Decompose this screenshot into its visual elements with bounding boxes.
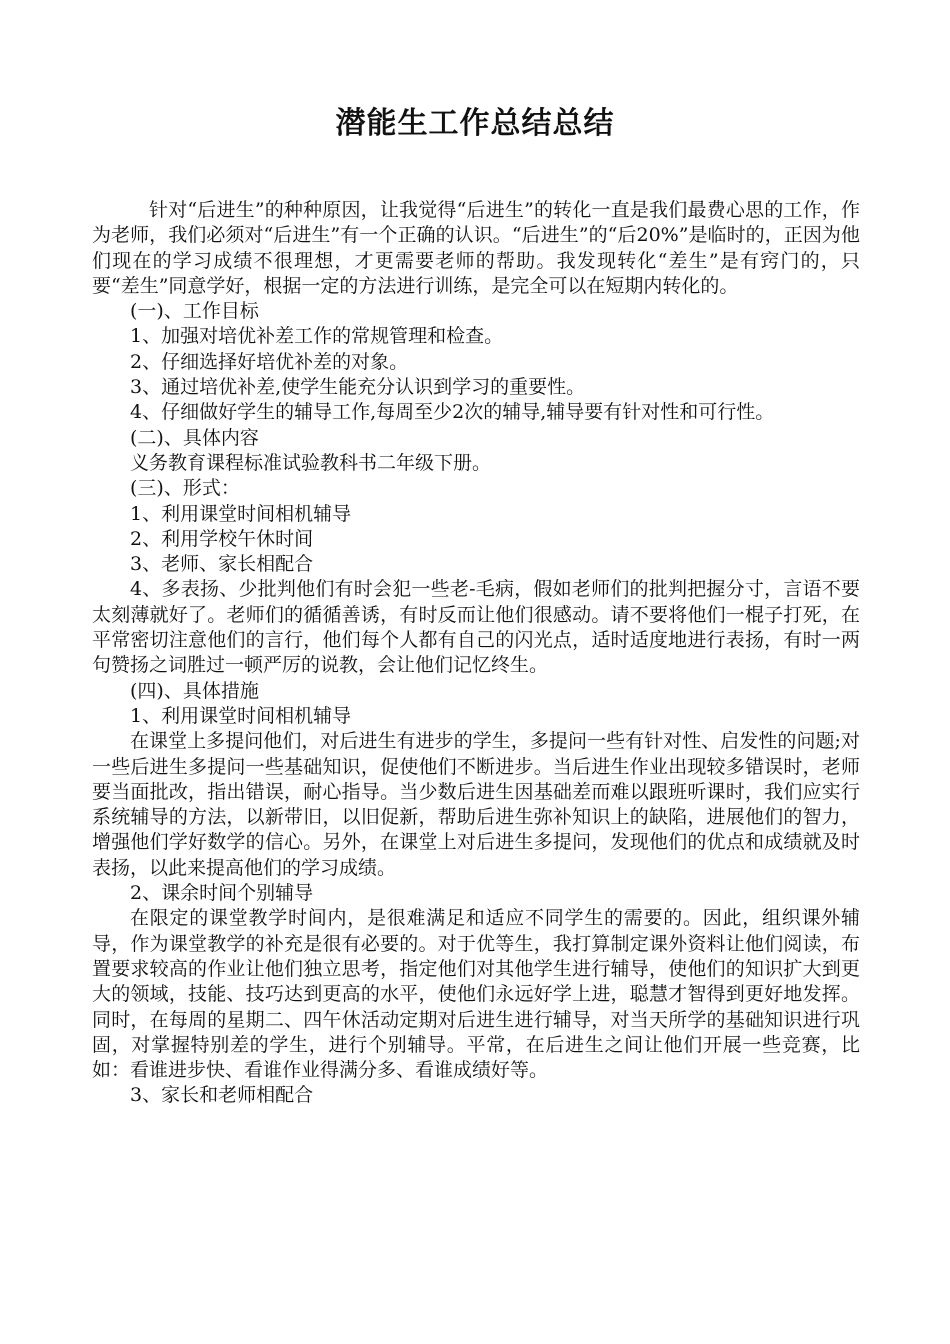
section-heading-measures: (四)、具体措施: [130, 679, 259, 702]
content-paragraph: 义务教育课程标准试验教科书二年级下册。: [130, 451, 492, 474]
goal-item-3: 3、通过培优补差,使学生能充分认识到学习的重要性。: [130, 376, 586, 399]
form-item-1: 1、利用课堂时间相机辅导: [130, 502, 352, 525]
goal-item-2: 2、仔细选择好培优补差的对象。: [130, 350, 409, 373]
section-heading-forms: (三)、形式：: [130, 477, 240, 500]
goal-item-1: 1、加强对培优补差工作的常规管理和检查。: [130, 325, 504, 348]
section-heading-content: (二)、具体内容: [130, 426, 259, 449]
measure-paragraph-2: 在限定的课堂教学时间内，是很难满足和适应不同学生的需要的。因此，组织课外辅导，作为课堂教学的补充是很有必要的。对于优等生，我打算制定课外资料让他们阅读，布置要求较高的作业让他们独立思考，指定他们对其他学生进行辅导，使他们的知识扩大到更大的领域，技能、技巧达到更高的水平，使他们永远好学上进，聪慧才智得到更好地发挥。同时，在每周的星期二、四午休活动定期对后进生进行辅导，对当天所学的基础知识进行巩固，对掌握特别差的学生，进行个别辅导。平常，在后进生之间让他们开展一些竞赛，比如：看谁进步快、看谁作业得满分多、看谁成绩好等。: [92, 907, 860, 1082]
form-item-3: 3、老师、家长相配合: [130, 553, 314, 576]
measure-heading-3: 3、家长和老师相配合: [130, 1084, 314, 1107]
intro-paragraph: 针对“后进生”的种种原因，让我觉得“后进生”的转化一直是我们最费心思的工作，作为老师，我们必须对“后进生”有一个正确的认识。“后进生”的“后20%”是临时的，正因为他们现在的学习成绩不很理想，才更需要老师的帮助。我发现转化“差生”是有窍门的，只要“差生”同意学好，根据一定的方法进行训练，是完全可以在短期内转化的。: [92, 199, 860, 297]
measure-heading-2: 2、课余时间个别辅导: [130, 882, 314, 905]
document-title: 潜能生工作总结总结: [335, 106, 615, 141]
measure-paragraph-1: 在课堂上多提问他们，对后进生有进步的学生，多提问一些有针对性、启发性的问题;对一些后进生多提问一些基础知识，促使他们不断进步。当后进生作业出现较多错误时，老师要当面批改，指出错误，耐心指导。当少数后进生因基础差而难以跟班听课时，我们应实行系统辅导的方法，以新带旧，以旧促新，帮助后进生弥补知识上的缺陷，进展他们的智力，增强他们学好数学的信心。另外，在课堂上对后进生多提问，发现他们的优点和成绩就及时表扬，以此来提高他们的学习成绩。: [92, 730, 860, 879]
document-body: [92, 198, 860, 1109]
measure-heading-1: 1、利用课堂时间相机辅导: [130, 704, 352, 727]
form-item-2: 2、利用学校午休时间: [130, 527, 314, 550]
section-heading-goals: (一)、工作目标: [130, 300, 259, 323]
form-item-4: 4、多表扬、少批判他们有时会犯一些老-毛病，假如老师们的批判把握分寸，言语不要太刻薄就好了。老师们的循循善诱，有时反而让他们很感动。请不要将他们一棍子打死，在平常密切注意他们的言行，他们每个人都有自己的闪光点，适时适度地进行表扬，有时一两句赞扬之词胜过一顿严厉的说教，会让他们记忆终生。: [92, 578, 860, 677]
goal-item-4: 4、仔细做好学生的辅导工作,每周至少2次的辅导,辅导要有针对性和可行性。: [130, 401, 775, 424]
